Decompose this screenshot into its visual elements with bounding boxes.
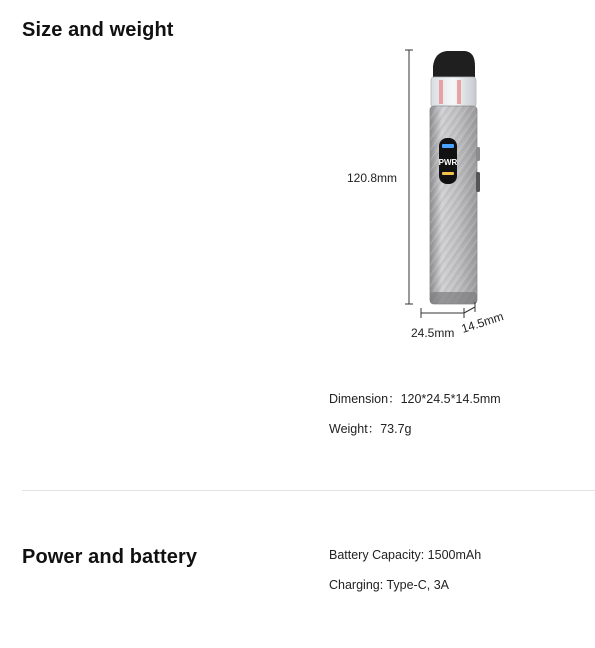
battery-label: Battery Capacity: [329,548,425,562]
section-title-size-weight: Size and weight [22,19,174,41]
weight-separator: ： [367,422,381,436]
charging-value: Type-C, 3A [386,578,449,592]
spec-battery-capacity [329,548,481,562]
width-label: 24.5mm [411,326,455,340]
section-divider [22,490,595,491]
vape-device-illustration [329,22,567,354]
weight-value: 73.7g [380,422,412,436]
screen-text: PWR [438,158,458,167]
spec-dimension [329,389,501,407]
dimension-value: 120*24.5*14.5mm [400,392,501,406]
depth-label: 14.5mm [459,309,506,336]
side-port [476,172,480,192]
battery-value: 1500mAh [427,548,482,562]
height-dimension-line [405,50,413,304]
dimension-separator: ： [388,392,401,406]
spec-charging [329,578,449,592]
product-dimension-figure [329,22,567,354]
height-label: 120.8mm [347,171,398,185]
section-title-power-battery: Power and battery [22,546,198,568]
weight-label: Weight [329,422,368,436]
spec-weight [329,419,411,437]
charging-label: Charging: [329,578,384,592]
pod-tank [431,77,476,107]
dimension-label: Dimension [329,392,389,406]
side-button [476,147,480,161]
mouthpiece [433,51,475,77]
